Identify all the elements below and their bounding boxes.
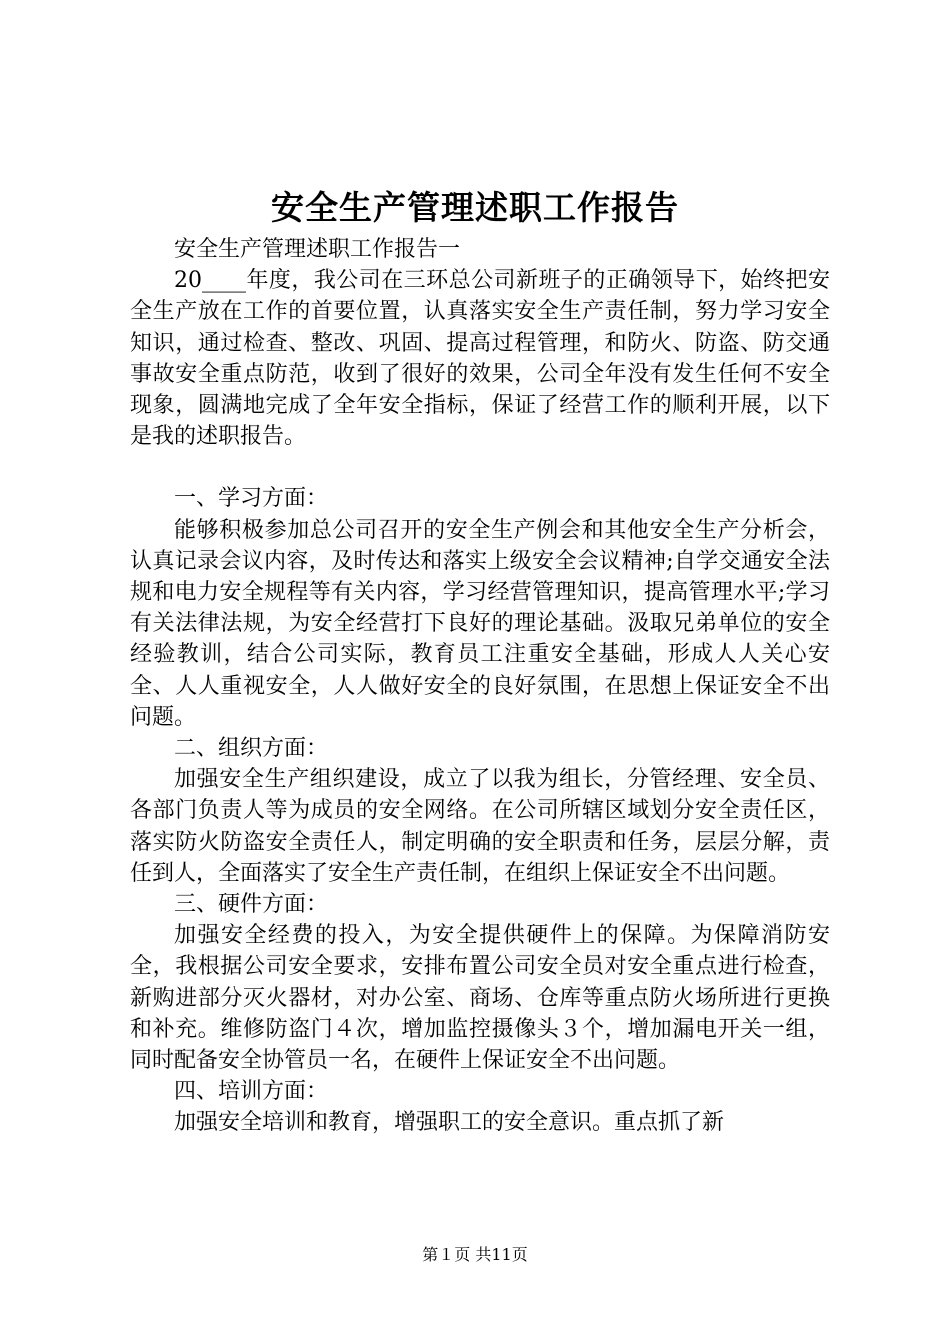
document-body (130, 234, 830, 1139)
section-paragraph-training: 加强安全培训和教育，增强职工的安全意识。重点抓了新 (174, 1110, 725, 1136)
intro-paragraph: 20____年度，我公司在三环总公司新班子的正确领导下，始终把安全生产放在工作的首要位置，认真落实安全生产责任制，努力学习安全知识，通过检查、整改、巩固、提高过程管理，和防火、防盗、防交通事故安全重点防范，收到了很好的效果，公司全年没有发生任何不安全现象，圆满地完成了全年安全指标，保证了经营工作的顺利开展，以下是我的述职报告。 (130, 268, 830, 450)
section-heading-hardware: 三、硬件方面： (174, 892, 329, 918)
paragraph-gap (130, 452, 830, 483)
section-heading-training: 四、培训方面： (174, 1079, 329, 1105)
section-paragraph-hardware: 加强安全经费的投入，为安全提供硬件上的保障。为保障消防安全，我根据公司安全要求，安排布置公司安全员对安全重点进行检查，新购进部分灭火器材，对办公室、商场、仓库等重点防火场所进行更换和补充。维修防盗门４次，增加监控摄像头３个，增加漏电开关一组，同时配备安全协管员一名，在硬件上保证安全不出问题。 (130, 923, 830, 1074)
section-paragraph-organization: 加强安全生产组织建设，成立了以我为组长，分管经理、安全员、各部门负责人等为成员的安全网络。在公司所辖区域划分安全责任区，落实防火防盗安全责任人，制定明确的安全职责和任务，层层分解，责任到人，全面落实了安全生产责任制，在组织上保证安全不出问题。 (130, 767, 830, 886)
document-subtitle: 安全生产管理述职工作报告一 (174, 237, 461, 262)
page-number-footer: 第１页 共11页 (422, 1245, 528, 1264)
section-heading-study: 一、学习方面： (174, 486, 329, 512)
section-paragraph-study: 能够积极参加总公司召开的安全生产例会和其他安全生产分析会，认真记录会议内容，及时传达和落实上级安全会议精神;自学交通安全法规和电力安全规程等有关内容，学习经营管理知识，提高管理水平;学习有关法律法规，为安全经营打下良好的理论基础。汲取兄弟单位的安全经验教训，结合公司实际，教育员工注重安全基础，形成人人关心安全、人人重视安全，人人做好安全的良好氛围，在思想上保证安全不出问题。 (130, 517, 830, 730)
document-title: 安全生产管理述职工作报告 (271, 188, 679, 227)
section-heading-organization: 二、组织方面： (174, 736, 329, 762)
